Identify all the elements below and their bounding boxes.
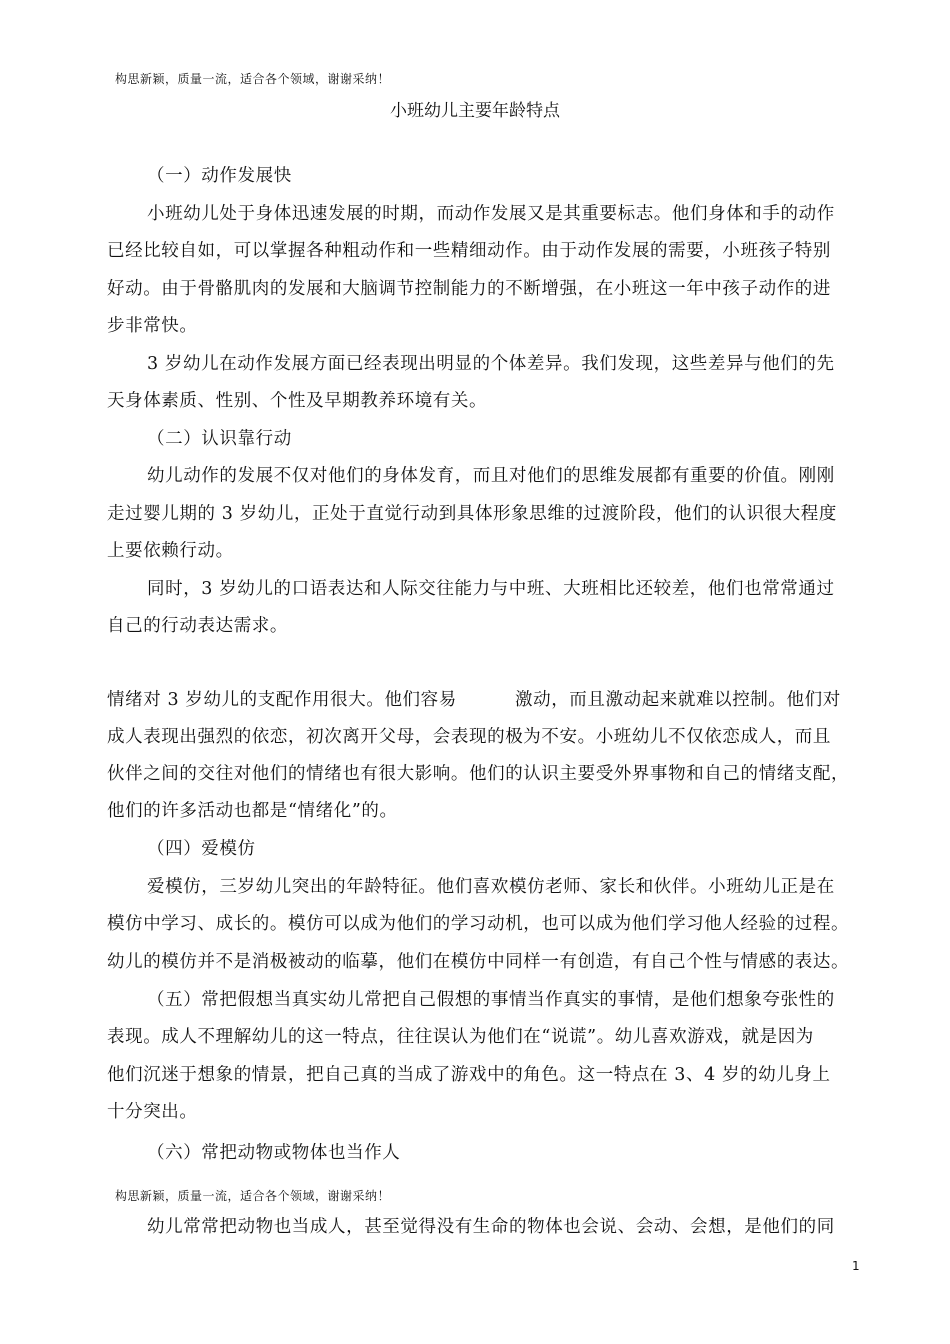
paragraph-line: 激动，而且激动起来就难以控制。他们对 xyxy=(515,690,841,710)
section-heading-1: （一）动作发展快 xyxy=(147,166,292,186)
paragraph-line: 情绪对 3 岁幼儿的支配作用很大。他们容易 xyxy=(107,690,457,710)
header-note: 构思新颖，质量一流，适合各个领域，谢谢采纳！ xyxy=(115,72,391,86)
paragraph-line: 伙伴之间的交往对他们的情绪也有很大影响。他们的认识主要受外界事物和自己的情绪支配， xyxy=(107,764,850,784)
footer-note: 构思新颖，质量一流，适合各个领域，谢谢采纳！ xyxy=(115,1189,391,1203)
section-heading-5: （五）常把假想当真实幼儿常把自己假想的事情当作真实的事情，是他们想象夸张性的 xyxy=(147,990,835,1010)
section-heading-4: （四）爱模仿 xyxy=(147,839,256,859)
page-number: 1 xyxy=(852,1259,860,1273)
paragraph-line: 他们的许多活动也都是“情绪化”的。 xyxy=(107,801,398,821)
paragraph-line: 幼儿常常把动物也当成人，甚至觉得没有生命的物体也会说、会动、会想，是他们的同 xyxy=(147,1217,835,1237)
paragraph-line: 已经比较自如，可以掌握各种粗动作和一些精细动作。由于动作发展的需要，小班孩子特别 xyxy=(107,241,831,261)
paragraph-line: 表现。成人不理解幼儿的这一特点，往往误认为他们在“说谎”。幼儿喜欢游戏，就是因为 xyxy=(107,1027,814,1047)
paragraph-line: 自己的行动表达需求。 xyxy=(107,616,288,636)
paragraph-line: 小班幼儿处于身体迅速发展的时期，而动作发展又是其重要标志。他们身体和手的动作 xyxy=(147,204,835,224)
paragraph-line: 3 岁幼儿在动作发展方面已经表现出明显的个体差异。我们发现，这些差异与他们的先 xyxy=(147,354,835,374)
paragraph-line: 好动。由于骨骼肌肉的发展和大脑调节控制能力的不断增强，在小班这一年中孩子动作的进 xyxy=(107,279,831,299)
paragraph-line: 成人表现出强烈的依恋，初次离开父母，会表现的极为不安。小班幼儿不仅依恋成人，而且 xyxy=(107,727,831,747)
paragraph-line: 十分突出。 xyxy=(107,1102,198,1122)
paragraph-line: 步非常快。 xyxy=(107,316,198,336)
paragraph-line: 模仿中学习、成长的。模仿可以成为他们的学习动机，也可以成为他们学习他人经验的过程。 xyxy=(107,914,850,934)
paragraph-line: 爱模仿，三岁幼儿突出的年龄特征。他们喜欢模仿老师、家长和伙伴。小班幼儿正是在 xyxy=(147,877,835,897)
paragraph-line: 同时，3 岁幼儿的口语表达和人际交往能力与中班、大班相比还较差，他们也常常通过 xyxy=(147,579,835,599)
section-heading-2: （二）认识靠行动 xyxy=(147,429,292,449)
page-title: 小班幼儿主要年龄特点 xyxy=(390,101,560,121)
paragraph-line: 走过婴儿期的 3 岁幼儿，正处于直觉行动到具体形象思维的过渡阶段，他们的认识很大程度 xyxy=(107,504,837,524)
paragraph-line: 他们沉迷于想象的情景，把自己真的当成了游戏中的角色。这一特点在 3、4 岁的幼儿身上 xyxy=(107,1065,831,1085)
paragraph-line: 上要依赖行动。 xyxy=(107,541,234,561)
paragraph-line: 幼儿的模仿并不是消极被动的临摹，他们在模仿中同样一有创造，有自己个性与情感的表达。 xyxy=(107,952,850,972)
paragraph-line: 天身体素质、性别、个性及早期教养环境有关。 xyxy=(107,391,488,411)
paragraph-line: 幼儿动作的发展不仅对他们的身体发育，而且对他们的思维发展都有重要的价值。刚刚 xyxy=(147,466,835,486)
section-heading-6: （六）常把动物或物体也当作人 xyxy=(147,1143,401,1163)
